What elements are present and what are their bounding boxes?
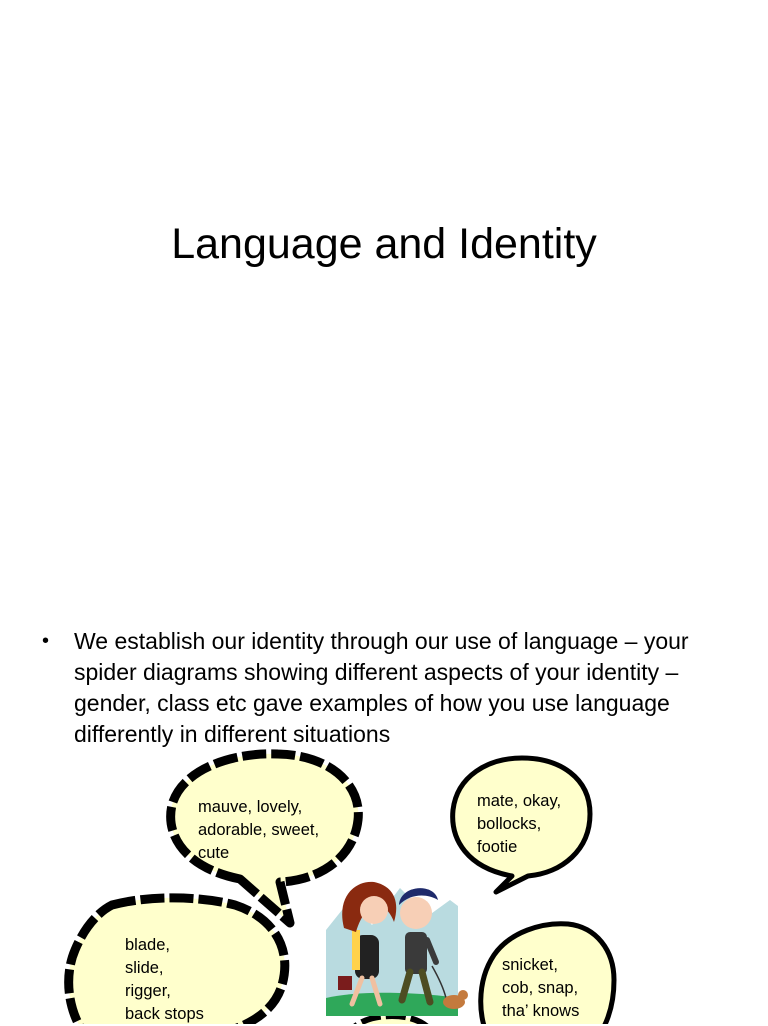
bubble-1-text: mauve, lovely, adorable, sweet, cute (198, 798, 320, 862)
bullet-marker: • (42, 630, 50, 652)
bubble-2-text: mate, okay, bollocks, footie (477, 792, 562, 856)
bubble-3-text: blade, slide, rigger, back stops (125, 936, 204, 1023)
content-slide (0, 600, 768, 1024)
speech-bubble-partial (345, 1016, 436, 1024)
slide-artwork (0, 600, 768, 1024)
bubble-4-text: snicket, cob, snap, tha’ knows (502, 956, 580, 1020)
slide-title: Language and Identity (171, 220, 597, 268)
bullet-text: We establish our identity through our use of language – your spider diagrams showing different aspects of your identity – gender, class etc gave examples of how you use language differently in different situations (74, 628, 689, 747)
couple-walking-dog-illustration (326, 882, 468, 1016)
